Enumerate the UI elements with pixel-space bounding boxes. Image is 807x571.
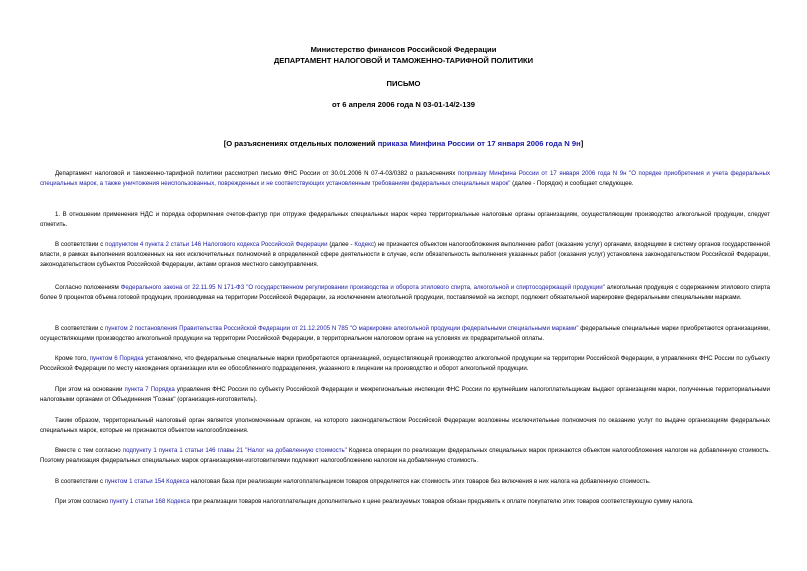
paragraph-text: при реализации товаров налогоплательщик дополнительно к цене реализуемых товаров обязан предъявить к оплате покупателю этих товаров соответствующую сумму налога.: [189, 498, 694, 505]
paragraph-text: В соответствии с: [55, 478, 105, 485]
paragraph-text: 1. В отношении применения НДС и порядка оформления счетов-фактур при отгрузке федеральных специальных марок через территориальные налоговые органы организациям, осуществляющим производство алкогольной продукции, следует отметить.: [40, 211, 770, 229]
paragraph-text: управления ФНС России по субъекту Российской Федерации и межрегиональные инспекции ФНС России по крупнейшим налогоплательщикам выдают организациям марки, полученные территориальными налоговыми органами от Объединения "Гознак" (организация-изготовитель).: [40, 386, 770, 404]
paragraph-4: [40, 283, 770, 303]
ministry-name: Министерство финансов Российской Федерации: [310, 45, 497, 54]
paragraph-text: Кроме того,: [55, 355, 90, 362]
paragraph-7: [40, 385, 770, 405]
paragraph-text: Таким образом, территориальный налоговый орган является уполномоченным органом, на которого законодательством Российской Федерации возложены исключительные полномочия по оказанию услуг по выдаче организациям федеральных специальных марок, которые не признаются объектом налогообложения.: [40, 417, 770, 435]
document-title: [0, 139, 807, 149]
paragraph-text: В соответствии с: [55, 325, 105, 332]
paragraph-6: [40, 354, 770, 374]
procedure-item-7-link[interactable]: пункта 7 Порядка: [124, 386, 175, 393]
article-168-link[interactable]: пункту 1 статьи 168 Кодекса: [109, 498, 190, 505]
article-154-link[interactable]: пунктом 1 статьи 154 Кодекса: [104, 478, 190, 485]
paragraph-text: (далее -: [327, 241, 355, 248]
paragraph-2: [40, 210, 770, 230]
paragraph-8: [40, 416, 770, 436]
paragraph-9: [40, 446, 770, 466]
paragraph-text: Вместе с тем согласно: [55, 447, 123, 454]
paragraph-text: Департамент налоговой и таможенно-тарифной политики рассмотрел письмо ФНС России от 30.01.2006 N 07-4-03/0382 о разъяснениях: [55, 170, 458, 177]
paragraph-text: (далее - Порядок) и сообщает следующее.: [510, 180, 634, 188]
article-146-vat-link[interactable]: подпункту 1 пункта 1 статьи 146 главы 21 "Налог на добавленную стоимость": [122, 447, 347, 454]
paragraph-text: Согласно положениям: [55, 284, 121, 291]
order-9n-link[interactable]: поприказу Минфина России от 17 января 2006 года N 9н "О порядке приобретения и учета федеральных специальных марок, а также уничтожения неиспользованных, поврежденных и не соответствующих установленным требованиям федеральных специальных марок": [40, 170, 770, 188]
paragraph-text: При этом на основании: [55, 386, 125, 393]
paragraph-text: В соответствии с: [55, 241, 106, 248]
paragraph-text: алкогольная продукция с содержанием этилового спирта более 9 процентов объема готовой продукции, производимая на территории Российской Федерации, за исключением алкогольной продукции, поставляемой на экспорт, подлежит обязательной маркировке федеральными специальными марками.: [40, 284, 770, 302]
paragraph-text: федеральные специальные марки приобретаются организациями, осуществляющими производство алкогольной продукции на территории Российской Федерации, в территориальном налоговом органе на условиях их предварительной оплаты.: [40, 325, 770, 343]
paragraph-1: [40, 169, 770, 189]
code-link[interactable]: Кодекс: [354, 241, 374, 248]
title-order-link[interactable]: приказа Минфина России от 17 января 2006 года N 9н: [377, 139, 581, 148]
paragraph-text: установлено, что федеральные специальные марки приобретаются организацией, осуществляющей производство алкогольной продукции на территории Российской Федерации, в управлениях ФНС России по субъекту Российской Федерации по месту нахождения организации или ее обособленного подразделения, указанного в лицензии на производство и оборот алкогольной продукции.: [40, 355, 770, 373]
paragraph-text: При этом согласно: [55, 498, 110, 505]
paragraph-text: налоговая база при реализации налогоплательщиком товаров определяется как стоимость этих товаров без включения в них налога на добавленную стоимость.: [189, 478, 651, 485]
paragraph-text: ) не признается объектом налогообложения выполнение работ (оказание услуг) органами, входящими в систему органов государственной власти, в рамках выполнения возложенных на них исключительных полномочий в определенной сфере деятельности в случае, если обязательность выполнения указанных работ (оказания услуг) установлена законодательством Российской Федерации, законодательством субъектов Российской Федерации, актами органов местного самоуправления.: [40, 241, 771, 269]
procedure-item-6-link[interactable]: пунктом 6 Порядка: [89, 355, 144, 362]
department-name: ДЕПАРТАМЕНТ НАЛОГОВОЙ И ТАМОЖЕННО-ТАРИФНОЙ ПОЛИТИКИ: [273, 56, 534, 65]
tax-code-article-146-link[interactable]: подпунктом 4 пункта 2 статьи 146 Налогового кодекса Российской Федерации: [105, 241, 328, 248]
paragraph-11: [40, 497, 770, 507]
paragraph-text: Кодекса операции по реализации федеральных специальных марок признаются объектом налогообложения налогом на добавленную стоимость. Поэтому реализация федеральных специальных марок организациями-изготовителями подлежит налогообложению налогом на добавленную стоимость.: [40, 447, 770, 465]
title-suffix: ]: [580, 139, 584, 148]
paragraph-3: [40, 240, 770, 271]
document-type: ПИСЬМО: [386, 79, 421, 88]
government-decree-785-link[interactable]: пунктом 2 постановления Правительства Российской Федерации от 21.12.2005 N 785 "О маркировке алкогольной продукции федеральными специальными марками": [104, 325, 579, 332]
federal-law-171-link[interactable]: Федерального закона от 22.11.95 N 171-ФЗ "О государственном регулировании производства и оборота этилового спирта, алкогольной и спиртосодержащей продукции": [120, 284, 605, 291]
document-date-number: от 6 апреля 2006 года N 03-01-14/2-139: [332, 100, 475, 109]
title-prefix: [О разъяснениях отдельных положений: [223, 139, 378, 148]
paragraph-5: [40, 324, 770, 344]
paragraph-10: [40, 477, 770, 487]
